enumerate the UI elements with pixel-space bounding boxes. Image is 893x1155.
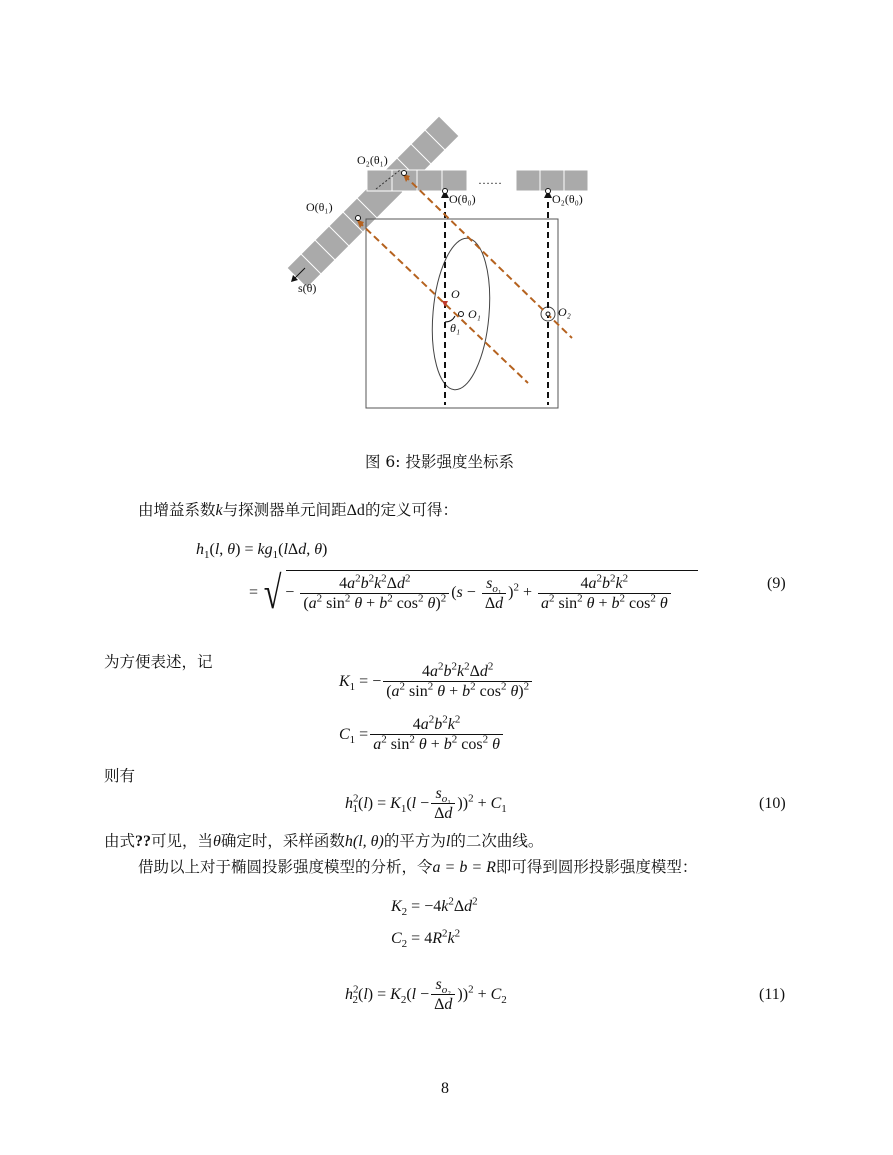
- equation-k1: $K_1$ = − $\frac{4a^2b^2k^2\Delta d^2}{(a^2 \sin^2 \theta + b^2 \cos^2 \theta)^2}$: [339, 662, 534, 701]
- label-o2-theta0: O₂(θ₀): [552, 192, 583, 206]
- equation-9-line1: $h_1(l$, $\theta) = kg_1(l\Delta d$, θ): [196, 541, 328, 562]
- equation-c2: $C_2 = 4R^2k^2$: [391, 927, 461, 951]
- equation-10-number: (10): [759, 795, 786, 812]
- label-o-theta1: O(θ₁): [306, 200, 333, 214]
- projection-intensity-figure: [0, 0, 893, 440]
- paragraph-circle-model: 借助以上对于椭圆投影强度模型的分析，令a = b = R即可得到圆形投影强度模型：: [138, 858, 698, 876]
- equation-c1: $C_1$ = $\frac{4a^2b^2k^2}{a^2 \sin^2 \theta + b^2 \cos^2 \theta}$: [339, 715, 505, 754]
- equation-10: $h^2_1(l) = K_1(l$ − $\frac{s_{o_1}}{\Delta d}$ ))$^2 + C_1$: [345, 785, 507, 822]
- label-o2: O₂: [558, 305, 571, 319]
- figure-caption: 图 6: 投影强度坐标系: [365, 453, 514, 471]
- paragraph-gain-definition: 由增益系数k与探测器单元间距Δd的定义可得：: [138, 501, 458, 519]
- page-number: 8: [441, 1080, 449, 1097]
- equation-k2: $K_2 = -4k^2\Delta d^2$: [391, 895, 478, 919]
- horizontal-detector-right: [516, 170, 588, 191]
- equation-11-number: (11): [759, 986, 786, 1003]
- label-s-theta: s(θ): [298, 281, 317, 295]
- label-o-theta0: O(θ₀): [449, 192, 476, 206]
- label-dots: ……: [478, 173, 502, 187]
- equation-9-number: (9): [767, 575, 786, 592]
- label-o2-theta1: O₂(θ₁): [357, 153, 388, 167]
- label-theta1: θ₁: [450, 321, 461, 335]
- paragraph-then: 则有: [104, 767, 136, 785]
- label-o: O: [451, 287, 460, 301]
- horizontal-detector-left: [367, 170, 467, 191]
- equation-9-line2: = √ − $\frac{4a^2b^2k^2\Delta d^2}{(a^2 \sin^2 \theta + b^2 \cos^2 \theta)^2}$ (s − $\frac{s_{o_1}}{\Delta d}$ )$^2$ + $\frac{4a^2b^2k^2}{a^2 \sin^2 \theta + b^2 \cos^2 \theta}$: [249, 570, 673, 616]
- equation-11: $h^2_2(l) = K_2(l$ − $\frac{s_{o_2}}{\Delta d}$ ))$^2 + C_2$: [345, 976, 507, 1013]
- label-o1: O₁: [468, 307, 481, 321]
- paragraph-notation: 为方便表述，记: [104, 653, 213, 671]
- paragraph-quadratic: 由式??可见，当θ确定时，采样函数h(l, θ)的平方为l的二次曲线。: [104, 832, 544, 850]
